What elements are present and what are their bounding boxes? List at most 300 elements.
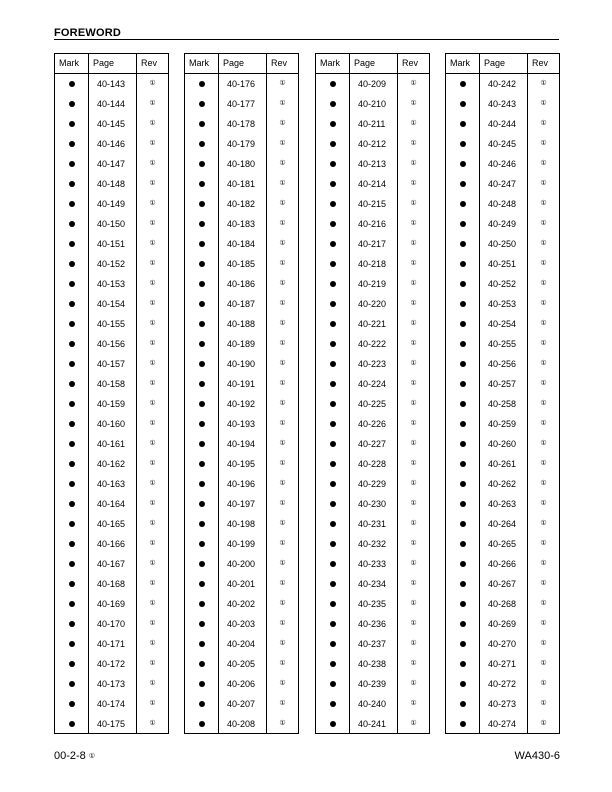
table-row xyxy=(55,414,168,434)
table-row xyxy=(446,514,559,534)
page-cell: 40-272 xyxy=(480,674,528,694)
rev-cell: ① xyxy=(410,260,417,267)
page-cell: 40-171 xyxy=(89,634,137,654)
bullet-icon xyxy=(199,361,205,367)
table-row xyxy=(316,394,429,414)
page-cell: 40-271 xyxy=(480,654,528,674)
column-header-rev: Rev xyxy=(141,58,158,68)
mark-cell xyxy=(316,674,350,694)
bullet-icon xyxy=(330,401,336,407)
table-row xyxy=(446,94,559,114)
page-cell: 40-267 xyxy=(480,574,528,594)
table-header xyxy=(185,54,298,74)
mark-cell xyxy=(446,374,480,394)
bullet-icon xyxy=(330,201,336,207)
bullet-icon xyxy=(199,621,205,627)
table-row xyxy=(55,514,168,534)
page-cell: 40-196 xyxy=(219,474,267,494)
mark-cell xyxy=(316,614,350,634)
page-cell: 40-257 xyxy=(480,374,528,394)
bullet-icon xyxy=(69,401,75,407)
page-cell: 40-164 xyxy=(89,494,137,514)
page-cell: 40-216 xyxy=(350,214,398,234)
rev-cell: ① xyxy=(410,620,417,627)
page-cell: 40-194 xyxy=(219,434,267,454)
column-header-page: Page xyxy=(219,54,267,73)
bullet-icon xyxy=(199,341,205,347)
table-row xyxy=(446,434,559,454)
mark-cell xyxy=(185,154,219,174)
table-row xyxy=(55,274,168,294)
page-cell: 40-205 xyxy=(219,654,267,674)
mark-cell xyxy=(55,274,89,294)
page-cell: 40-245 xyxy=(480,134,528,154)
page-cell: 40-244 xyxy=(480,114,528,134)
bullet-icon xyxy=(330,361,336,367)
bullet-icon xyxy=(460,121,466,127)
rev-cell: ① xyxy=(149,200,156,207)
mark-cell xyxy=(185,234,219,254)
rev-cell: ① xyxy=(410,360,417,367)
rev-cell: ① xyxy=(540,380,547,387)
mark-cell xyxy=(185,454,219,474)
bullet-icon xyxy=(199,161,205,167)
page-cell: 40-227 xyxy=(350,434,398,454)
table-row xyxy=(55,94,168,114)
mark-cell xyxy=(55,694,89,714)
page-cell: 40-234 xyxy=(350,574,398,594)
mark-cell xyxy=(446,234,480,254)
table-row xyxy=(55,474,168,494)
bullet-icon xyxy=(330,521,336,527)
mark-cell xyxy=(55,554,89,574)
rev-cell: ① xyxy=(540,540,547,547)
mark-cell xyxy=(316,314,350,334)
bullet-icon xyxy=(199,181,205,187)
mark-cell xyxy=(55,414,89,434)
rev-cell: ① xyxy=(410,320,417,327)
table-row xyxy=(446,634,559,654)
rev-cell: ① xyxy=(540,100,547,107)
table-row xyxy=(446,134,559,154)
mark-cell xyxy=(55,294,89,314)
table-row xyxy=(185,574,298,594)
rev-cell: ① xyxy=(279,640,286,647)
mark-cell xyxy=(446,514,480,534)
table-row xyxy=(185,514,298,534)
rev-cell: ① xyxy=(279,220,286,227)
table-row xyxy=(55,554,168,574)
page-cell: 40-192 xyxy=(219,394,267,414)
page-cell: 40-226 xyxy=(350,414,398,434)
bullet-icon xyxy=(199,561,205,567)
rev-cell: ① xyxy=(410,300,417,307)
bullet-icon xyxy=(330,381,336,387)
bullet-icon xyxy=(199,581,205,587)
rev-cell: ① xyxy=(410,380,417,387)
column-header-rev: Rev xyxy=(271,58,288,68)
table-row xyxy=(316,454,429,474)
table-row xyxy=(316,614,429,634)
table-row xyxy=(185,474,298,494)
mark-cell xyxy=(446,714,480,734)
bullet-icon xyxy=(330,661,336,667)
table-row xyxy=(55,394,168,414)
bullet-icon xyxy=(69,281,75,287)
mark-cell xyxy=(185,474,219,494)
page-cell: 40-145 xyxy=(89,114,137,134)
page-cell: 40-180 xyxy=(219,154,267,174)
rev-cell: ① xyxy=(410,480,417,487)
bullet-icon xyxy=(199,281,205,287)
bullet-icon xyxy=(199,81,205,87)
bullet-icon xyxy=(69,241,75,247)
bullet-icon xyxy=(460,161,466,167)
mark-cell xyxy=(55,94,89,114)
mark-cell xyxy=(316,154,350,174)
page-cell: 40-193 xyxy=(219,414,267,434)
rev-cell: ① xyxy=(410,640,417,647)
page-cell: 40-185 xyxy=(219,254,267,274)
mark-cell xyxy=(316,514,350,534)
footer-page-number xyxy=(54,750,95,762)
rev-cell: ① xyxy=(279,240,286,247)
bullet-icon xyxy=(69,701,75,707)
bullet-icon xyxy=(460,541,466,547)
table-row xyxy=(316,554,429,574)
table-row xyxy=(446,374,559,394)
page-cell: 40-177 xyxy=(219,94,267,114)
table-row xyxy=(316,494,429,514)
page-cell: 40-203 xyxy=(219,614,267,634)
page-cell: 40-250 xyxy=(480,234,528,254)
table-row xyxy=(316,314,429,334)
table-row xyxy=(185,534,298,554)
mark-cell xyxy=(185,574,219,594)
mark-cell xyxy=(316,574,350,594)
table-row xyxy=(446,494,559,514)
bullet-icon xyxy=(199,141,205,147)
mark-cell xyxy=(55,114,89,134)
page-cell: 40-270 xyxy=(480,634,528,654)
bullet-icon xyxy=(330,681,336,687)
mark-cell xyxy=(446,434,480,454)
bullet-icon xyxy=(330,721,336,727)
rev-cell: ① xyxy=(540,320,547,327)
mark-cell xyxy=(446,254,480,274)
rev-cell: ① xyxy=(149,160,156,167)
bullet-icon xyxy=(330,441,336,447)
table-row xyxy=(185,694,298,714)
rev-cell: ① xyxy=(149,320,156,327)
bullet-icon xyxy=(69,581,75,587)
mark-cell xyxy=(446,594,480,614)
table-row xyxy=(446,254,559,274)
bullet-icon xyxy=(69,81,75,87)
bullet-icon xyxy=(199,501,205,507)
mark-cell xyxy=(446,114,480,134)
rev-cell: ① xyxy=(149,720,156,727)
table-row xyxy=(55,574,168,594)
mark-cell xyxy=(185,594,219,614)
page-cell: 40-243 xyxy=(480,94,528,114)
bullet-icon xyxy=(330,121,336,127)
table-row xyxy=(185,454,298,474)
rev-cell: ① xyxy=(540,620,547,627)
rev-cell: ① xyxy=(149,440,156,447)
page-cell: 40-228 xyxy=(350,454,398,474)
table-row xyxy=(316,294,429,314)
rev-cell: ① xyxy=(279,720,286,727)
mark-cell xyxy=(446,74,480,94)
bullet-icon xyxy=(330,321,336,327)
mark-cell xyxy=(446,414,480,434)
mark-cell xyxy=(185,174,219,194)
table-row xyxy=(185,714,298,734)
rev-cell: ① xyxy=(279,520,286,527)
mark-cell xyxy=(446,134,480,154)
page-cell: 40-178 xyxy=(219,114,267,134)
mark-cell xyxy=(316,374,350,394)
mark-cell xyxy=(55,174,89,194)
table-row xyxy=(185,174,298,194)
rev-cell: ① xyxy=(279,80,286,87)
mark-cell xyxy=(55,194,89,214)
page-cell: 40-210 xyxy=(350,94,398,114)
mark-cell xyxy=(316,74,350,94)
page-cell: 40-172 xyxy=(89,654,137,674)
mark-cell xyxy=(316,634,350,654)
table-row xyxy=(55,434,168,454)
table-row xyxy=(55,134,168,154)
page-cell: 40-143 xyxy=(89,74,137,94)
page-cell: 40-202 xyxy=(219,594,267,614)
bullet-icon xyxy=(330,501,336,507)
page-cell: 40-224 xyxy=(350,374,398,394)
table-row xyxy=(316,514,429,534)
page-cell: 40-157 xyxy=(89,354,137,374)
mark-cell xyxy=(185,614,219,634)
page-cell: 40-253 xyxy=(480,294,528,314)
bullet-icon xyxy=(69,541,75,547)
mark-cell xyxy=(185,114,219,134)
page-cell: 40-175 xyxy=(89,714,137,734)
mark-cell xyxy=(55,354,89,374)
table-row xyxy=(446,194,559,214)
page-cell: 40-162 xyxy=(89,454,137,474)
bullet-icon xyxy=(199,521,205,527)
page-cell: 40-169 xyxy=(89,594,137,614)
page-cell: 40-150 xyxy=(89,214,137,234)
revision-table xyxy=(184,53,299,734)
page-cell: 40-155 xyxy=(89,314,137,334)
table-row xyxy=(185,674,298,694)
mark-cell xyxy=(185,74,219,94)
table-row xyxy=(316,534,429,554)
mark-cell xyxy=(446,334,480,354)
table-row xyxy=(55,294,168,314)
rev-cell: ① xyxy=(410,560,417,567)
rev-cell: ① xyxy=(410,120,417,127)
rev-cell: ① xyxy=(149,240,156,247)
page-cell: 40-163 xyxy=(89,474,137,494)
rev-cell: ① xyxy=(410,600,417,607)
rev-cell: ① xyxy=(279,260,286,267)
table-row xyxy=(185,434,298,454)
mark-cell xyxy=(446,354,480,374)
page-cell: 40-184 xyxy=(219,234,267,254)
table-header xyxy=(446,54,559,74)
table-row xyxy=(316,174,429,194)
page-cell: 40-206 xyxy=(219,674,267,694)
page-cell: 40-220 xyxy=(350,294,398,314)
rev-cell: ① xyxy=(410,80,417,87)
bullet-icon xyxy=(460,441,466,447)
bullet-icon xyxy=(69,461,75,467)
page-cell: 40-187 xyxy=(219,294,267,314)
bullet-icon xyxy=(330,561,336,567)
table-row xyxy=(446,174,559,194)
page-cell: 40-195 xyxy=(219,454,267,474)
rev-cell: ① xyxy=(279,620,286,627)
table-row xyxy=(316,654,429,674)
rev-cell: ① xyxy=(279,180,286,187)
bullet-icon xyxy=(199,541,205,547)
rev-cell: ① xyxy=(410,140,417,147)
rev-cell: ① xyxy=(410,160,417,167)
page-cell: 40-153 xyxy=(89,274,137,294)
table-row xyxy=(446,674,559,694)
mark-cell xyxy=(55,614,89,634)
mark-cell xyxy=(446,634,480,654)
bullet-icon xyxy=(199,261,205,267)
table-row xyxy=(185,374,298,394)
mark-cell xyxy=(185,254,219,274)
page-cell: 40-211 xyxy=(350,114,398,134)
bullet-icon xyxy=(69,721,75,727)
table-row xyxy=(185,414,298,434)
rev-cell: ① xyxy=(410,660,417,667)
mark-cell xyxy=(185,214,219,234)
rev-cell: ① xyxy=(149,560,156,567)
page-cell: 40-265 xyxy=(480,534,528,554)
mark-cell xyxy=(55,154,89,174)
bullet-icon xyxy=(330,641,336,647)
table-row xyxy=(316,474,429,494)
rev-cell: ① xyxy=(540,180,547,187)
bullet-icon xyxy=(69,341,75,347)
bullet-icon xyxy=(460,621,466,627)
bullet-icon xyxy=(199,321,205,327)
rev-cell: ① xyxy=(410,460,417,467)
rev-cell: ① xyxy=(149,460,156,467)
mark-cell xyxy=(185,194,219,214)
bullet-icon xyxy=(69,601,75,607)
table-row xyxy=(446,74,559,94)
page-cell: 40-167 xyxy=(89,554,137,574)
page-cell: 40-156 xyxy=(89,334,137,354)
rev-cell: ① xyxy=(410,720,417,727)
page-cell: 40-266 xyxy=(480,554,528,574)
mark-cell xyxy=(55,434,89,454)
table-row xyxy=(185,594,298,614)
table-row xyxy=(185,614,298,634)
rev-cell: ① xyxy=(149,80,156,87)
mark-cell xyxy=(55,454,89,474)
mark-cell xyxy=(55,334,89,354)
table-row xyxy=(446,694,559,714)
column-header-mark: Mark xyxy=(55,54,89,73)
mark-cell xyxy=(185,274,219,294)
page-header-title: FOREWORD xyxy=(54,27,121,39)
rev-cell: ① xyxy=(279,580,286,587)
mark-cell xyxy=(185,314,219,334)
table-row xyxy=(55,174,168,194)
rev-cell: ① xyxy=(279,100,286,107)
rev-cell: ① xyxy=(540,80,547,87)
page-cell: 40-198 xyxy=(219,514,267,534)
rev-cell: ① xyxy=(540,480,547,487)
rev-cell: ① xyxy=(279,420,286,427)
page-cell: 40-235 xyxy=(350,594,398,614)
bullet-icon xyxy=(69,381,75,387)
table-row xyxy=(446,454,559,474)
bullet-icon xyxy=(199,101,205,107)
bullet-icon xyxy=(330,341,336,347)
mark-cell xyxy=(316,134,350,154)
page-cell: 40-273 xyxy=(480,694,528,714)
page-cell: 40-152 xyxy=(89,254,137,274)
rev-cell: ① xyxy=(279,700,286,707)
revision-table xyxy=(54,53,169,734)
page-cell: 40-186 xyxy=(219,274,267,294)
bullet-icon xyxy=(460,181,466,187)
page-cell: 40-207 xyxy=(219,694,267,714)
page-cell: 40-147 xyxy=(89,154,137,174)
mark-cell xyxy=(446,554,480,574)
page-cell: 40-259 xyxy=(480,414,528,434)
rev-cell: ① xyxy=(279,320,286,327)
rev-cell: ① xyxy=(149,420,156,427)
footer-page-rev: ① xyxy=(88,753,96,760)
rev-cell: ① xyxy=(540,120,547,127)
bullet-icon xyxy=(199,641,205,647)
table-row xyxy=(446,234,559,254)
page-cell: 40-237 xyxy=(350,634,398,654)
bullet-icon xyxy=(199,481,205,487)
rev-cell: ① xyxy=(540,660,547,667)
table-row xyxy=(55,314,168,334)
mark-cell xyxy=(185,394,219,414)
rev-cell: ① xyxy=(540,340,547,347)
page-cell: 40-263 xyxy=(480,494,528,514)
page-cell: 40-236 xyxy=(350,614,398,634)
mark-cell xyxy=(446,314,480,334)
mark-cell xyxy=(55,594,89,614)
rev-cell: ① xyxy=(149,660,156,667)
rev-cell: ① xyxy=(410,180,417,187)
mark-cell xyxy=(316,474,350,494)
table-row xyxy=(185,294,298,314)
bullet-icon xyxy=(460,601,466,607)
column-header-rev: Rev xyxy=(532,58,549,68)
bullet-icon xyxy=(69,681,75,687)
page-cell: 40-269 xyxy=(480,614,528,634)
page-cell: 40-170 xyxy=(89,614,137,634)
mark-cell xyxy=(55,254,89,274)
bullet-icon xyxy=(69,261,75,267)
mark-cell xyxy=(55,674,89,694)
